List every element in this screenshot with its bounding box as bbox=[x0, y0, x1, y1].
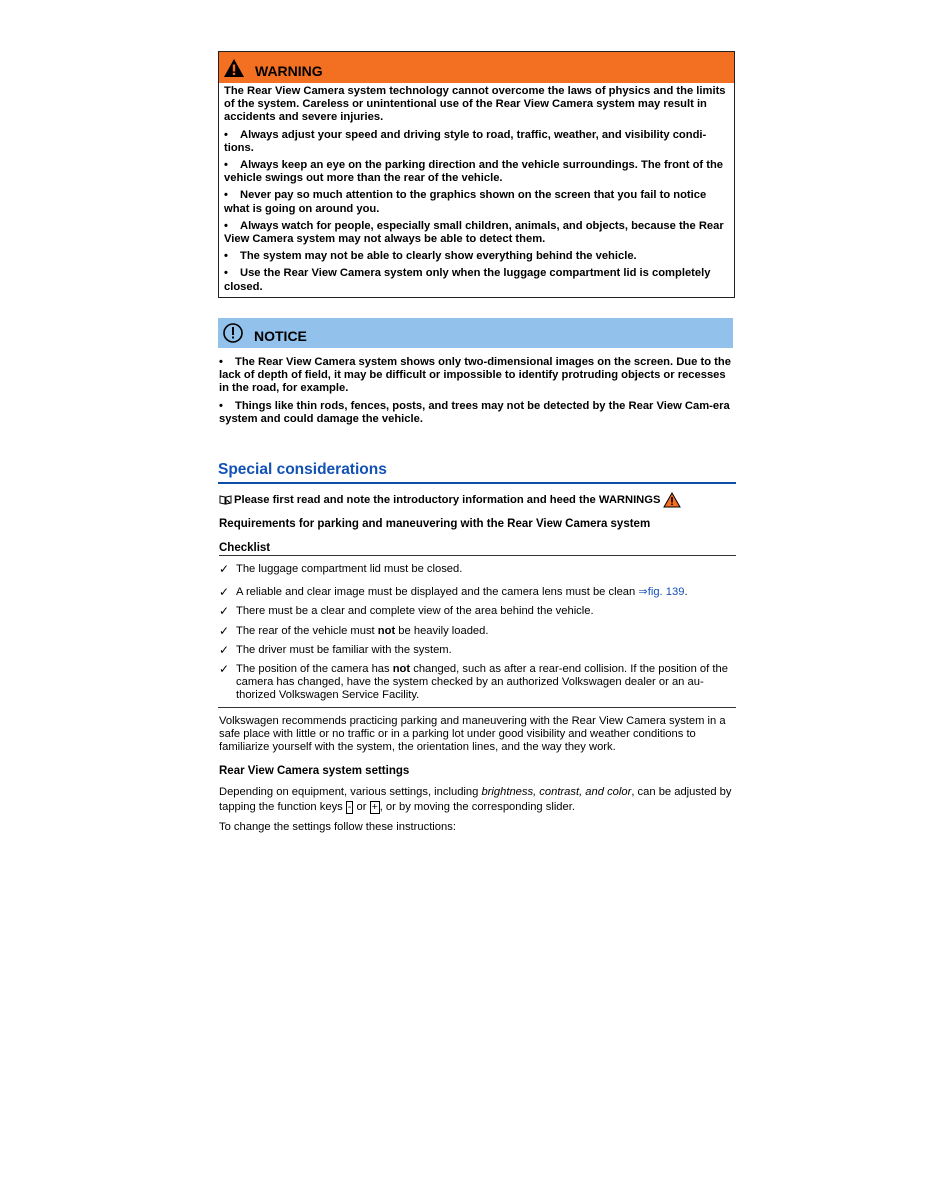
bullet: • bbox=[224, 159, 228, 172]
checkmark-icon: ✓ bbox=[219, 662, 230, 677]
checklist-item: ✓ The driver must be familiar with the system. bbox=[219, 642, 452, 657]
bullet: • bbox=[224, 189, 228, 202]
settings-heading: Rear View Camera system settings bbox=[219, 765, 410, 777]
warning-item: • Use the Rear View Camera system only when the luggage compartment lid is completely closed. bbox=[224, 267, 711, 293]
minus-key[interactable]: - bbox=[347, 800, 352, 813]
bullet: • bbox=[219, 356, 223, 368]
book-icon bbox=[219, 495, 232, 505]
checkmark-icon: ✓ bbox=[219, 604, 230, 619]
requirements-heading: Requirements for parking and maneuvering with the Rear View Camera system bbox=[219, 518, 651, 530]
warning-item: • Always watch for people, especially small children, animals, and objects, because the Rear View Camera system may not always be able to detect them. bbox=[224, 219, 724, 246]
notice-label: NOTICE bbox=[254, 328, 307, 344]
recommendation-paragraph: Volkswagen recommends practicing parking and maneuvering with the Rear View Camera system in a safe place with little or no traffic or in a parking lot under good visibility and weather conditions to familiarize yourself with the system, the orientation lines, and the way they work. bbox=[219, 715, 726, 754]
intro-line bbox=[219, 492, 681, 508]
checklist-item: ✓ The position of the camera has not changed, such as after a rear-end collision. If the position of the camera has changed, have the system checked by an authorized Volkswagen dealer or an au-thorized Volkswagen Service Facility. bbox=[219, 662, 728, 702]
checklist-item: ✓ The rear of the vehicle must not be heavily loaded. bbox=[219, 623, 489, 638]
section-title: Special considerations bbox=[218, 461, 736, 484]
warning-item: • The system may not be able to clearly show everything behind the vehicle. bbox=[224, 250, 637, 263]
warning-box bbox=[218, 51, 735, 298]
settings-paragraph: Depending on equipment, various settings, including brightness, contrast, and color, can be adjusted by tapping the function keys - or + , or by moving the corresponding slider. bbox=[219, 786, 732, 813]
checkmark-icon: ✓ bbox=[219, 623, 230, 638]
instructions-paragraph: To change the settings follow these instructions: bbox=[219, 821, 456, 833]
warning-item: • Always keep an eye on the parking direction and the vehicle surroundings. The front of the vehicle swings out more than the rear of the vehicle. bbox=[224, 159, 724, 185]
bullet: • bbox=[224, 250, 228, 263]
intro-text: Please first read and note the introductory information and heed the WARNINGS bbox=[234, 494, 661, 506]
notice-item: • Things like thin rods, fences, posts, and trees may not be detected by the Rear View Cam-era system and could damage the vehicle. bbox=[219, 399, 730, 425]
notice-header bbox=[218, 318, 733, 348]
bullet: • bbox=[224, 267, 228, 280]
bullet: • bbox=[224, 128, 228, 141]
notice-item: • The Rear View Camera system shows only two-dimensional images on the screen. Due to the lack of depth of field, it may be difficult or impossible to identify protruding objects or recesses in the road, for example. bbox=[219, 356, 731, 395]
plus-key[interactable]: + bbox=[371, 800, 378, 813]
warning-item: • Never pay so much attention to the graphics shown on the screen that you fail to notice what is going on around you. bbox=[224, 189, 707, 215]
figure-link[interactable]: fig. 139 bbox=[647, 586, 685, 599]
checkmark-icon: ✓ bbox=[219, 585, 230, 600]
warning-item: • Always adjust your speed and driving style to road, traffic, weather, and visibility condi-tions. bbox=[224, 128, 707, 154]
checklist-end-divider bbox=[218, 707, 736, 708]
warning-header bbox=[219, 52, 734, 83]
warning-intro: The Rear View Camera system technology cannot overcome the laws of physics and the limits of the system. Careless or unintentional use of the Rear View Camera system may result in accidents and severe injuries. bbox=[224, 85, 726, 124]
warning-triangle-icon bbox=[663, 492, 681, 508]
arrow-glyph: ⇒ bbox=[638, 586, 648, 599]
notice-body bbox=[219, 356, 731, 430]
warning-label: WARNING bbox=[255, 62, 323, 79]
checklist bbox=[219, 563, 731, 703]
warning-triangle-icon bbox=[223, 58, 245, 78]
checklist-item: ✓ There must be a clear and complete view of the area behind the vehicle. bbox=[219, 604, 594, 619]
bullet: • bbox=[219, 399, 223, 412]
notice-exclamation-icon bbox=[222, 322, 244, 344]
checkmark-icon: ✓ bbox=[219, 562, 230, 576]
bullet: • bbox=[224, 219, 228, 232]
checklist-item: ✓ The luggage compartment lid must be closed. bbox=[219, 562, 463, 576]
checkmark-icon: ✓ bbox=[219, 642, 230, 657]
warning-body bbox=[219, 83, 734, 297]
checklist-heading: Checklist bbox=[219, 542, 736, 556]
checklist-item: ✓ A reliable and clear image must be displayed and the camera lens must be clean ⇒fig. 139. bbox=[219, 585, 688, 600]
